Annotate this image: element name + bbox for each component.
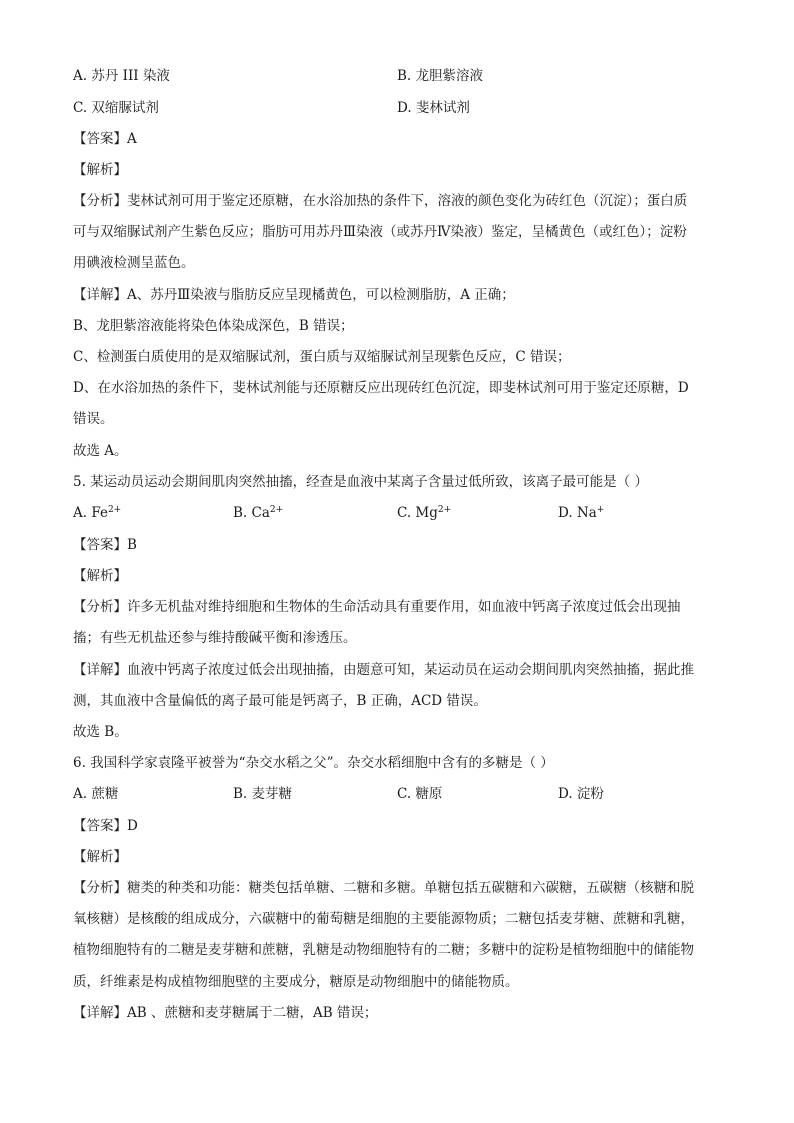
q4-xiangjie-line-1: 【详解】A、苏丹Ⅲ染液与脂肪反应呈现橘黄色，可以检测脂肪，A 正确；: [73, 287, 515, 303]
q4-xiangjie-line-4: D、在水浴加热的条件下，斐林试剂能与还原糖反应出现砖红色沉淀，即斐林试剂可用于鉴定还原糖，D: [73, 380, 689, 396]
q4-answer: 【答案】A: [73, 131, 137, 147]
q5-stem: 5. 某运动员运动会期间肌肉突然抽搐，经查是血液中某离子含量过低所致，该离子最可能是（ ）: [73, 474, 648, 490]
q6-fenxi-line-4: 质，纤维素是构成植物细胞壁的主要成分，糖原是动物细胞中的储能物质。: [73, 974, 519, 990]
q6-xiangjie-line-1: 【详解】AB 、蔗糖和麦芽糖属于二糖，AB 错误；: [73, 1005, 378, 1021]
q6-analysis-heading: 【解析】: [73, 849, 127, 865]
q5-xiangjie-line-2: 测，其血液中含量偏低的离子最可能是钙离子，B 正确，ACD 错误。: [73, 693, 487, 709]
q5-xiangjie-line-1: 【详解】血液中钙离子浓度过低会出现抽搐，由题意可知，某运动员在运动会期间肌肉突然抽搐，据此推: [73, 662, 694, 678]
q4-fenxi-line-1: 【分析】斐林试剂可用于鉴定还原糖，在水浴加热的条件下，溶液的颜色变化为砖红色（沉淀）；蛋白质: [73, 193, 688, 209]
q4-fenxi-line-3: 用碘液检测呈蓝色。: [73, 255, 195, 271]
q6-option-d: D. 淀粉: [558, 786, 604, 802]
q5-conclusion: 故选 B。: [73, 724, 128, 740]
q6-option-b: B. 麦芽糖: [233, 786, 293, 802]
q4-xiangjie-line-3: C、检测蛋白质使用的是双缩脲试剂，蛋白质与双缩脲试剂呈现紫色反应，C 错误；: [73, 349, 571, 365]
q6-fenxi-line-1: 【分析】糖类的种类和功能：糖类包括单糖、二糖和多糖。单糖包括五碳糖和六碳糖，五碳糖（核糖和脱: [73, 880, 694, 896]
q6-stem: 6. 我国科学家袁隆平被誉为“杂交水稻之父”。杂交水稻细胞中含有的多糖是（ ）: [73, 755, 554, 771]
q4-xiangjie-line-5: 错误。: [73, 411, 114, 427]
q4-fenxi-line-2: 可与双缩脲试剂产生紫色反应；脂肪可用苏丹Ⅲ染液（或苏丹Ⅳ染液）鉴定，呈橘黄色（或红色）；淀粉: [73, 224, 687, 240]
q4-option-b: B. 龙胆紫溶液: [397, 68, 484, 84]
q5-option-b: B. $Ca^{2+}$: [233, 505, 284, 521]
q4-analysis-heading: 【解析】: [73, 162, 127, 178]
q5-answer: 【答案】B: [73, 537, 137, 553]
q4-option-a: A. 苏丹 III 染液: [73, 68, 170, 84]
q5-fenxi-line-2: 搐；有些无机盐还参与维持酸碱平衡和渗透压。: [73, 630, 357, 646]
q6-option-a: A. 蔗糖: [73, 786, 119, 802]
q6-fenxi-line-3: 植物细胞特有的二糖是麦芽糖和蔗糖，乳糖是动物细胞特有的二糖；多糖中的淀粉是植物细胞中的储能物: [73, 942, 694, 958]
q6-option-c: C. 糖原: [397, 786, 443, 802]
q6-fenxi-line-2: 氧核糖）是核酸的组成成分，六碳糖中的葡萄糖是细胞的主要能源物质；二糖包括麦芽糖、蔗糖和乳糖，: [73, 911, 694, 927]
q5-option-a: A. $Fe^{2+}$: [73, 505, 122, 521]
q4-option-d: D. 斐林试剂: [397, 100, 470, 116]
q5-analysis-heading: 【解析】: [73, 568, 127, 584]
q4-option-c: C. 双缩脲试剂: [73, 100, 159, 116]
q5-option-c: C. $Mg^{2+}$: [397, 505, 452, 521]
q5-fenxi-line-1: 【分析】许多无机盐对维持细胞和生物体的生命活动具有重要作用，如血液中钙离子浓度过低会出现抽: [73, 599, 681, 615]
q6-answer: 【答案】D: [73, 818, 138, 834]
q5-option-d: D. Na+: [558, 505, 605, 521]
q4-conclusion: 故选 A。: [73, 443, 128, 459]
q4-xiangjie-line-2: B、龙胆紫溶液能将染色体染成深色，B 错误；: [73, 318, 354, 334]
